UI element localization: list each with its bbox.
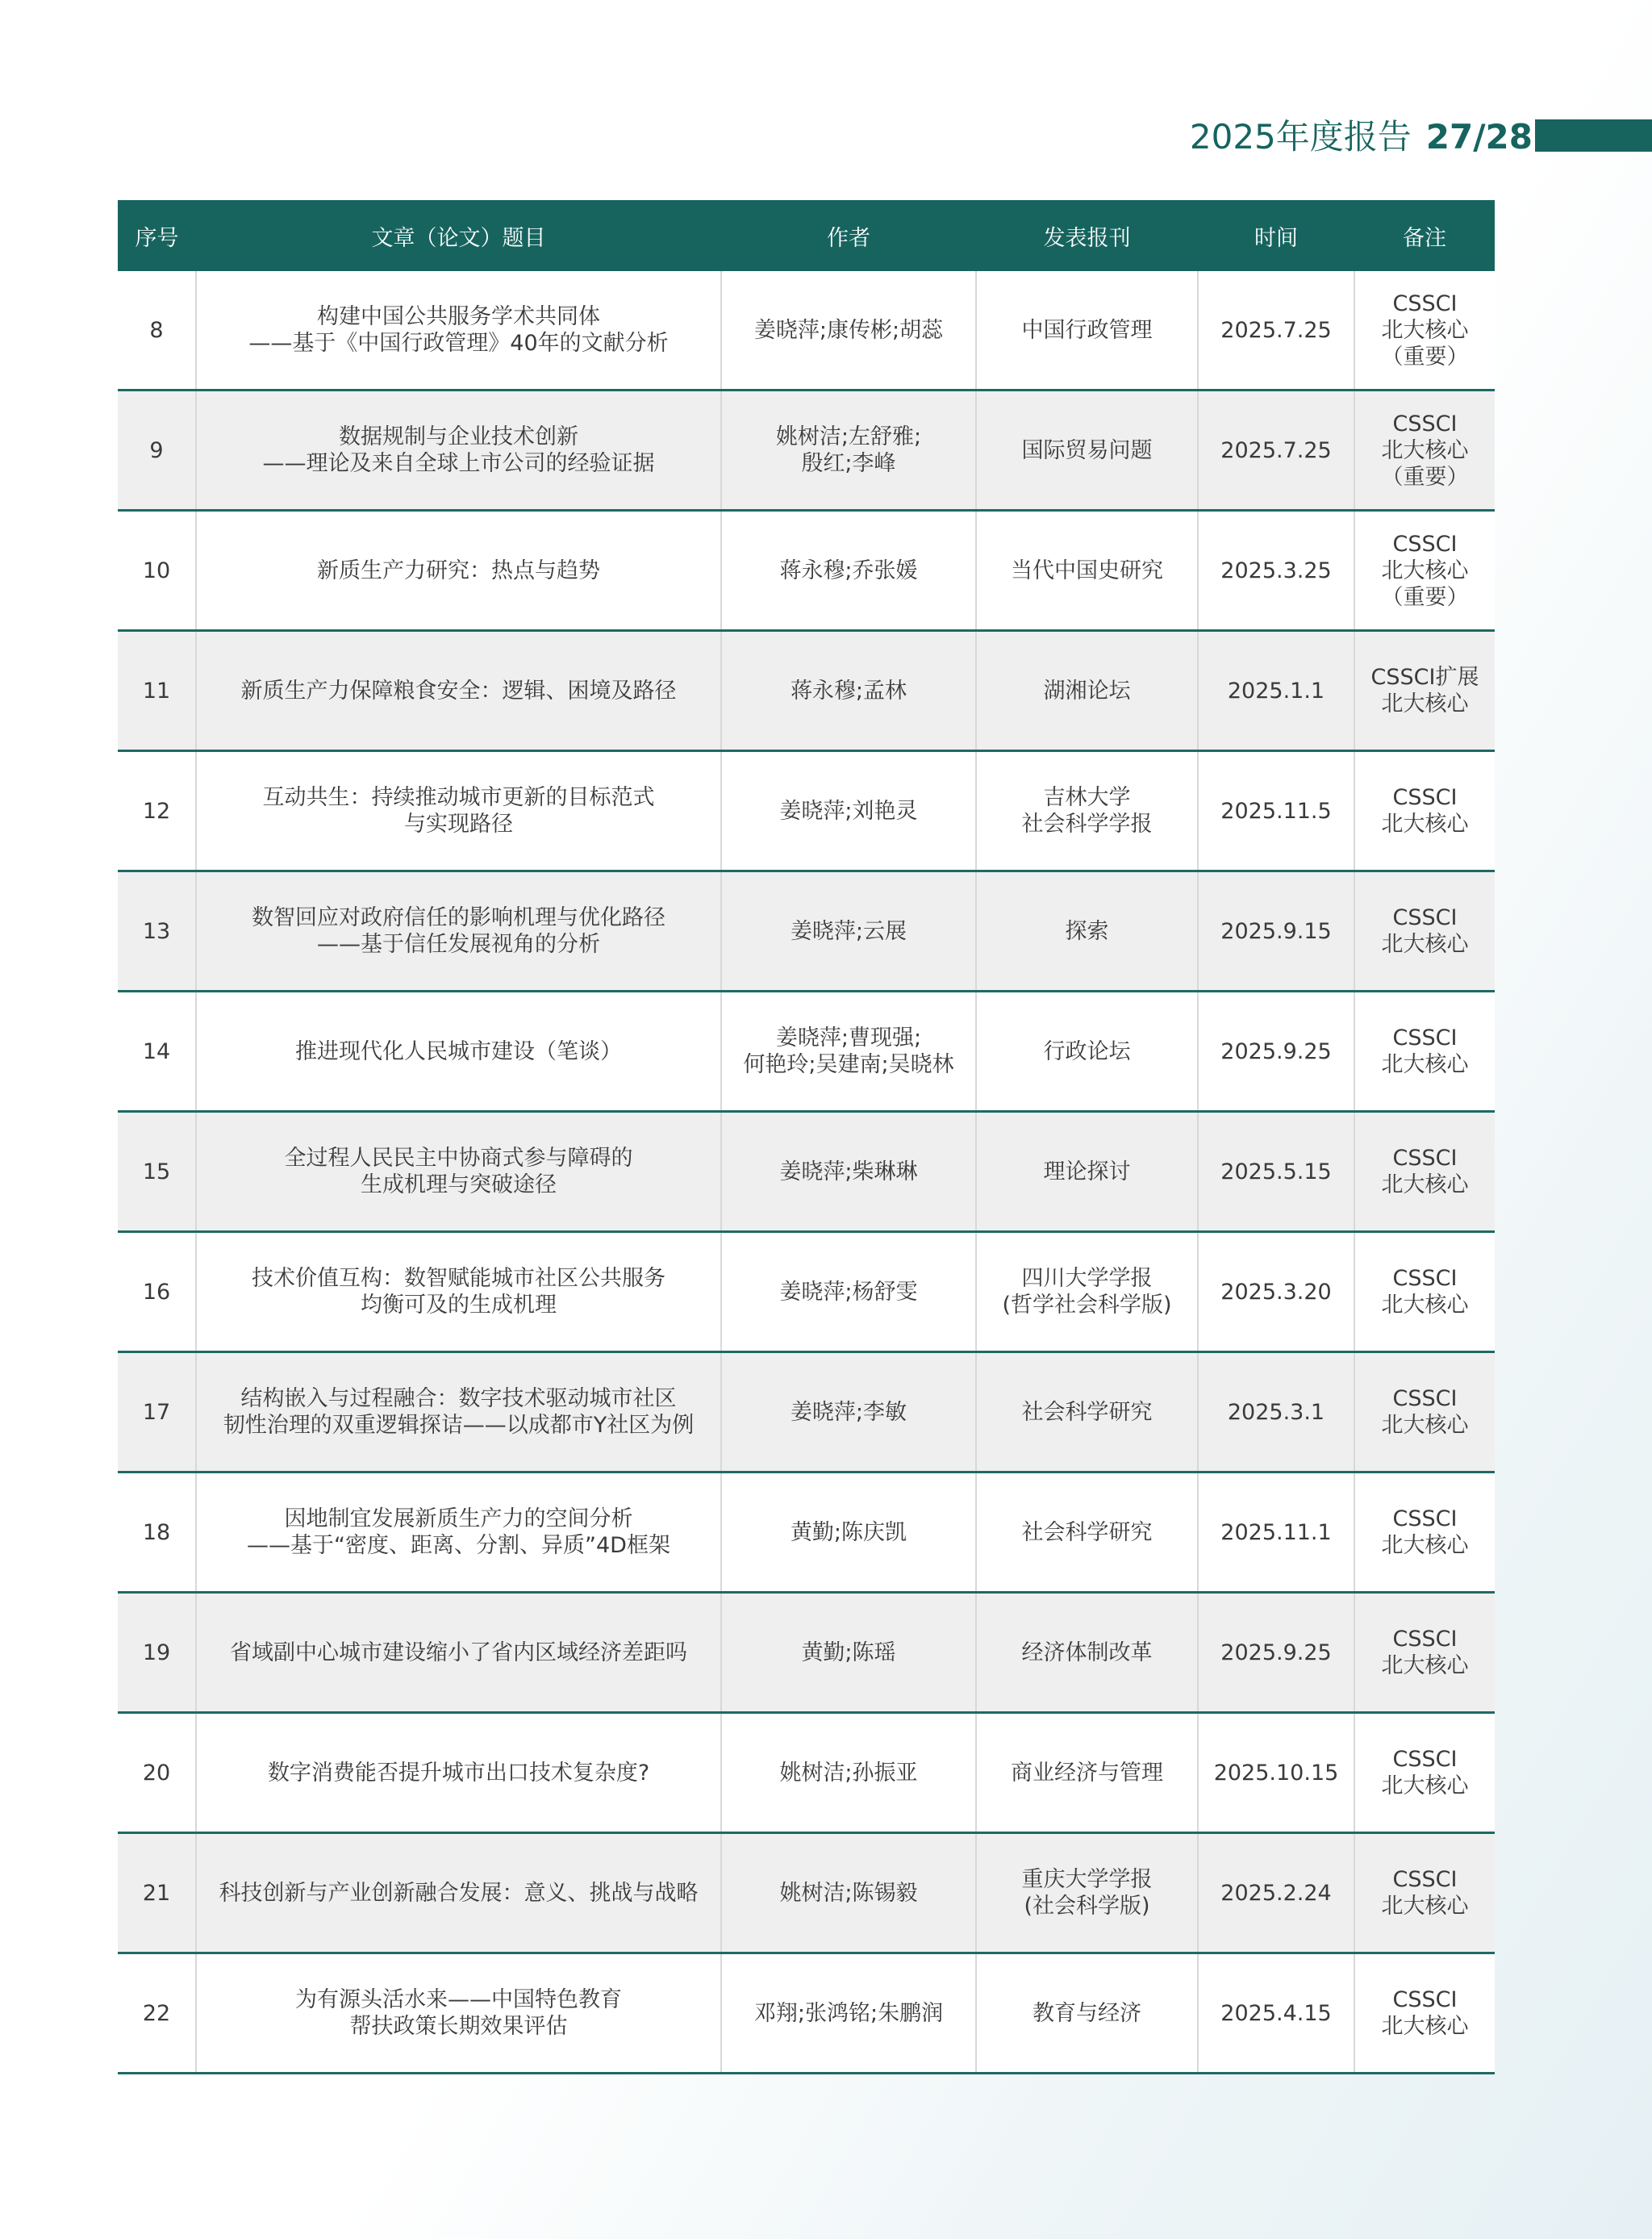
cell-note-line: 北大核心: [1381, 1413, 1469, 1438]
cell-note-line: CSSCI: [1392, 1266, 1458, 1291]
cell-journal: [976, 1112, 1198, 1232]
cell-title: [196, 871, 721, 992]
cell-authors-line: 姚树洁;陈锡毅: [779, 1880, 918, 1906]
cell-journal: [976, 511, 1198, 631]
cell-note-line: 北大核心: [1381, 1653, 1469, 1678]
cell-authors-line: 邓翔;张鸿铭;朱鹏润: [753, 2000, 944, 2026]
cell-title: [196, 1472, 721, 1593]
table-header-row: [118, 200, 1495, 271]
cell-authors: [721, 511, 976, 631]
cell-journal: [976, 1593, 1198, 1713]
cell-title-line: 因地制宜发展新质生产力的空间分析: [284, 1506, 633, 1531]
cell-note-line: 北大核心: [1381, 1293, 1469, 1318]
cell-authors: [721, 992, 976, 1112]
cell-note: [1354, 1352, 1495, 1472]
cell-title: [196, 1352, 721, 1472]
column-header-authors: 作者: [721, 200, 976, 271]
table-row: [118, 1472, 1495, 1593]
cell-title: [196, 631, 721, 751]
cell-journal-line: 理论探讨: [1043, 1159, 1131, 1184]
cell-note-line: CSSCI: [1392, 905, 1458, 930]
cell-no: 14: [118, 992, 196, 1112]
column-header-no: 序号: [118, 200, 196, 271]
cell-journal-line: 吉林大学: [1043, 785, 1131, 810]
cell-note-line: CSSCI扩展: [1370, 665, 1479, 690]
cell-note-line: CSSCI: [1392, 1146, 1458, 1171]
cell-title: [196, 1593, 721, 1713]
cell-title: [196, 1953, 721, 2074]
cell-note: [1354, 631, 1495, 751]
cell-title-line: 科技创新与产业创新融合发展：意义、挑战与战略: [219, 1880, 699, 1906]
cell-title-line: 数字消费能否提升城市出口技术复杂度?: [267, 1760, 650, 1786]
cell-journal: [976, 871, 1198, 992]
cell-authors-line: 姜晓萍;柴琳琳: [779, 1159, 918, 1184]
cell-note-line: 北大核心: [1381, 1894, 1469, 1919]
cell-title: [196, 1713, 721, 1833]
cell-journal-line: 教育与经济: [1032, 2000, 1141, 2026]
table-row: [118, 631, 1495, 751]
cell-note-line: CSSCI: [1392, 290, 1458, 316]
cell-note-line: 北大核心: [1381, 317, 1469, 343]
table-row: [118, 511, 1495, 631]
cell-no: 9: [118, 391, 196, 511]
cell-authors-line: 姜晓萍;曹现强;: [775, 1026, 922, 1051]
cell-no: 21: [118, 1833, 196, 1953]
cell-title-line: 数据规制与企业技术创新: [339, 424, 578, 449]
cell-title-line: 均衡可及的生成机理: [361, 1293, 557, 1318]
page-number: 27/28: [1425, 117, 1533, 157]
cell-journal-line: 经济体制改革: [1021, 1640, 1153, 1665]
cell-no: 22: [118, 1953, 196, 2074]
cell-authors: [721, 1232, 976, 1352]
cell-note: [1354, 1713, 1495, 1833]
cell-authors: [721, 871, 976, 992]
cell-date: 2025.5.15: [1198, 1112, 1354, 1232]
cell-date: 2025.9.25: [1198, 992, 1354, 1112]
cell-authors: [721, 1953, 976, 2074]
cell-date: 2025.1.1: [1198, 631, 1354, 751]
table-row: [118, 1593, 1495, 1713]
cell-authors-line: 殷红;李峰: [801, 451, 896, 476]
cell-journal-line: 社会科学研究: [1021, 1399, 1153, 1425]
cell-note-line: CSSCI: [1392, 1867, 1458, 1892]
cell-authors-line: 蒋永穆;孟林: [790, 678, 907, 704]
cell-authors: [721, 271, 976, 391]
cell-title-line: 推进现代化人民城市建设（笔谈）: [295, 1038, 622, 1064]
cell-note: [1354, 1833, 1495, 1953]
cell-no: 19: [118, 1593, 196, 1713]
cell-authors-line: 黄勤;陈瑶: [801, 1640, 896, 1665]
report-title-text: 2025年度报告: [1189, 117, 1412, 157]
cell-note-line: 北大核心: [1381, 1533, 1469, 1558]
cell-date: 2025.9.25: [1198, 1593, 1354, 1713]
cell-authors-line: 姜晓萍;杨舒雯: [779, 1279, 918, 1305]
report-title: [1190, 109, 1533, 165]
cell-authors-line: 姚树洁;孙振亚: [779, 1760, 918, 1786]
cell-authors: [721, 751, 976, 871]
cell-note-line: （重要）: [1381, 584, 1469, 610]
cell-journal: [976, 391, 1198, 511]
cell-journal: [976, 751, 1198, 871]
cell-authors-line: 蒋永穆;乔张媛: [779, 558, 918, 583]
cell-note-line: CSSCI: [1392, 1026, 1458, 1051]
cell-title-line: 技术价值互构：数智赋能城市社区公共服务: [252, 1266, 665, 1291]
cell-title: [196, 391, 721, 511]
cell-authors: [721, 1713, 976, 1833]
cell-note-line: CSSCI: [1392, 1987, 1458, 2012]
cell-no: 10: [118, 511, 196, 631]
cell-title: [196, 1232, 721, 1352]
cell-note-line: （重要）: [1381, 464, 1469, 490]
table-row: [118, 1953, 1495, 2074]
page-header: [0, 109, 1652, 165]
table-row: [118, 271, 1495, 391]
cell-no: 12: [118, 751, 196, 871]
cell-title: [196, 751, 721, 871]
cell-journal: [976, 631, 1198, 751]
cell-note: [1354, 391, 1495, 511]
cell-date: 2025.7.25: [1198, 271, 1354, 391]
cell-title: [196, 511, 721, 631]
cell-date: 2025.7.25: [1198, 391, 1354, 511]
cell-authors-line: 姜晓萍;刘艳灵: [779, 798, 918, 824]
cell-no: 18: [118, 1472, 196, 1593]
cell-authors-line: 何艳玲;吴建南;吴晓林: [743, 1052, 954, 1077]
cell-title: [196, 1833, 721, 1953]
table-header: [118, 200, 1495, 271]
cell-no: 13: [118, 871, 196, 992]
cell-journal-line: 当代中国史研究: [1011, 558, 1163, 583]
cell-title-line: ——基于信任发展视角的分析: [317, 932, 600, 957]
cell-title: [196, 271, 721, 391]
table-row: [118, 1232, 1495, 1352]
cell-date: 2025.11.1: [1198, 1472, 1354, 1593]
cell-note-line: CSSCI: [1392, 1386, 1458, 1411]
cell-title-line: 新质生产力研究：热点与趋势: [317, 558, 600, 583]
cell-no: 17: [118, 1352, 196, 1472]
cell-journal-line: 社会科学研究: [1021, 1519, 1153, 1545]
column-header-journal: 发表报刊: [976, 200, 1198, 271]
cell-note: [1354, 871, 1495, 992]
publications-table: [118, 200, 1495, 2074]
cell-title-line: ——基于“密度、距离、分割、异质”4D框架: [247, 1533, 670, 1558]
table-row: [118, 1713, 1495, 1833]
cell-note-line: 北大核心: [1381, 691, 1469, 716]
cell-note-line: 北大核心: [1381, 1773, 1469, 1798]
cell-note: [1354, 1112, 1495, 1232]
cell-note: [1354, 751, 1495, 871]
cell-note-line: CSSCI: [1392, 1627, 1458, 1652]
cell-title-line: 结构嵌入与过程融合：数字技术驱动城市社区: [240, 1386, 677, 1411]
cell-title-line: 省域副中心城市建设缩小了省内区域经济差距吗: [230, 1640, 687, 1665]
cell-note: [1354, 1232, 1495, 1352]
cell-journal-line: 行政论坛: [1043, 1038, 1131, 1064]
cell-authors: [721, 391, 976, 511]
cell-title-line: 与实现路径: [404, 812, 513, 837]
cell-date: 2025.3.25: [1198, 511, 1354, 631]
cell-title-line: ——理论及来自全球上市公司的经验证据: [262, 451, 655, 476]
cell-authors-line: 姜晓萍;云展: [790, 918, 907, 944]
cell-note: [1354, 992, 1495, 1112]
cell-title-line: 互动共生：持续推动城市更新的目标范式: [262, 785, 655, 810]
cell-note: [1354, 1593, 1495, 1713]
cell-title-line: ——基于《中国行政管理》40年的文献分析: [248, 331, 669, 356]
cell-no: 20: [118, 1713, 196, 1833]
cell-note: [1354, 1472, 1495, 1593]
cell-no: 15: [118, 1112, 196, 1232]
cell-title-line: 数智回应对政府信任的影响机理与优化路径: [252, 905, 665, 930]
header-accent-bar: [1535, 119, 1652, 152]
cell-journal-line: 中国行政管理: [1021, 317, 1153, 343]
cell-journal: [976, 1833, 1198, 1953]
cell-title-line: 新质生产力保障粮食安全：逻辑、困境及路径: [240, 678, 677, 704]
cell-authors: [721, 1833, 976, 1953]
cell-note-line: 北大核心: [1381, 812, 1469, 837]
cell-title: [196, 1112, 721, 1232]
cell-note-line: CSSCI: [1392, 785, 1458, 810]
cell-authors-line: 黄勤;陈庆凯: [790, 1519, 907, 1545]
table-row: [118, 1352, 1495, 1472]
cell-journal-line: (哲学社会科学版): [1002, 1293, 1172, 1318]
cell-note-line: 北大核心: [1381, 2014, 1469, 2039]
cell-authors: [721, 1112, 976, 1232]
cell-authors-line: 姜晓萍;康传彬;胡蕊: [753, 317, 944, 343]
column-header-note: 备注: [1354, 200, 1495, 271]
cell-journal: [976, 1953, 1198, 2074]
table-row: [118, 871, 1495, 992]
table-body: [118, 271, 1495, 2074]
cell-authors-line: 姜晓萍;李敏: [790, 1399, 907, 1425]
cell-note-line: CSSCI: [1392, 1747, 1458, 1772]
cell-authors: [721, 631, 976, 751]
cell-note-line: 北大核心: [1381, 932, 1469, 957]
cell-journal: [976, 271, 1198, 391]
cell-authors-line: 姚树洁;左舒雅;: [775, 424, 922, 449]
cell-note: [1354, 511, 1495, 631]
table-row: [118, 751, 1495, 871]
cell-date: 2025.11.5: [1198, 751, 1354, 871]
cell-note-line: CSSCI: [1392, 1506, 1458, 1531]
cell-authors: [721, 1472, 976, 1593]
cell-journal-line: 湖湘论坛: [1043, 678, 1131, 704]
cell-note: [1354, 271, 1495, 391]
cell-journal: [976, 1472, 1198, 1593]
cell-note-line: 北大核心: [1381, 1052, 1469, 1077]
cell-journal: [976, 1713, 1198, 1833]
cell-journal-line: 商业经济与管理: [1011, 1760, 1163, 1786]
cell-authors: [721, 1352, 976, 1472]
cell-journal-line: 四川大学学报: [1021, 1266, 1153, 1291]
cell-title-line: 全过程人民民主中协商式参与障碍的: [284, 1146, 633, 1171]
cell-note-line: （重要）: [1381, 344, 1469, 370]
cell-title-line: 帮扶政策长期效果评估: [349, 2014, 568, 2039]
table-row: [118, 992, 1495, 1112]
cell-note-line: CSSCI: [1392, 531, 1458, 557]
table-row: [118, 1833, 1495, 1953]
cell-journal-line: 探索: [1065, 918, 1109, 944]
cell-journal-line: 国际贸易问题: [1021, 437, 1153, 463]
cell-title-line: 韧性治理的双重逻辑探诘——以成都市Y社区为例: [223, 1413, 695, 1438]
cell-date: 2025.9.15: [1198, 871, 1354, 992]
cell-journal: [976, 992, 1198, 1112]
cell-date: 2025.4.15: [1198, 1953, 1354, 2074]
cell-journal: [976, 1352, 1198, 1472]
cell-journal-line: 社会科学学报: [1021, 812, 1153, 837]
cell-note-line: CSSCI: [1392, 411, 1458, 437]
cell-date: 2025.2.24: [1198, 1833, 1354, 1953]
cell-note-line: 北大核心: [1381, 437, 1469, 463]
cell-date: 2025.3.20: [1198, 1232, 1354, 1352]
table-row: [118, 1112, 1495, 1232]
cell-authors: [721, 1593, 976, 1713]
cell-journal-line: 重庆大学学报: [1021, 1867, 1153, 1892]
cell-note-line: 北大核心: [1381, 1172, 1469, 1197]
cell-no: 16: [118, 1232, 196, 1352]
cell-no: 11: [118, 631, 196, 751]
cell-journal-line: (社会科学版): [1024, 1894, 1150, 1919]
cell-title-line: 为有源头活水来——中国特色教育: [295, 1987, 622, 2012]
cell-title: [196, 992, 721, 1112]
cell-no: 8: [118, 271, 196, 391]
cell-title-line: 生成机理与突破途径: [361, 1172, 557, 1197]
column-header-date: 时间: [1198, 200, 1354, 271]
table-row: [118, 391, 1495, 511]
cell-date: 2025.3.1: [1198, 1352, 1354, 1472]
column-header-title: 文章（论文）题目: [196, 200, 721, 271]
cell-journal: [976, 1232, 1198, 1352]
cell-date: 2025.10.15: [1198, 1713, 1354, 1833]
cell-note: [1354, 1953, 1495, 2074]
cell-note-line: 北大核心: [1381, 558, 1469, 583]
cell-title-line: 构建中国公共服务学术共同体: [317, 304, 600, 329]
